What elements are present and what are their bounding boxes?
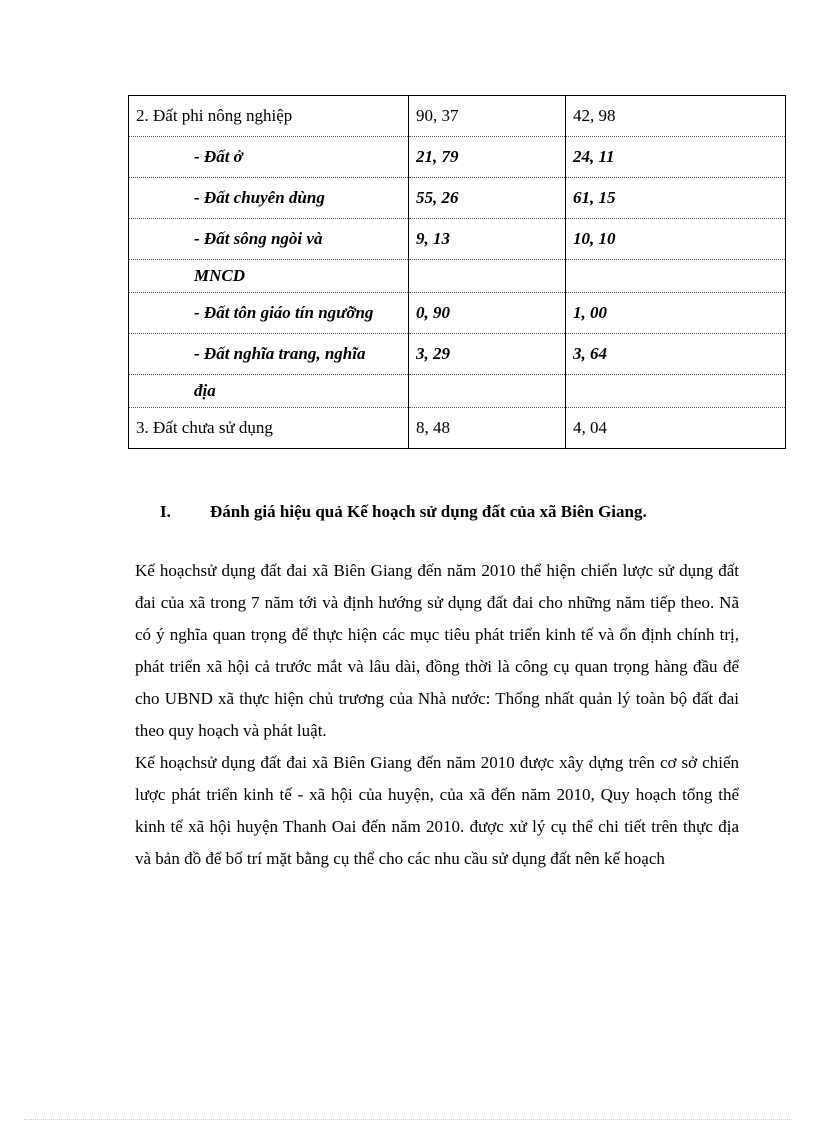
value-cell bbox=[409, 375, 566, 408]
table-row bbox=[129, 219, 786, 260]
row-label: - Đất tôn giáo tín ngưỡng bbox=[129, 293, 409, 334]
value-cell: 3, 64 bbox=[566, 334, 786, 375]
value-cell: 1, 00 bbox=[566, 293, 786, 334]
section-heading bbox=[160, 502, 647, 522]
row-label: MNCD bbox=[129, 260, 409, 293]
value-cell bbox=[566, 375, 786, 408]
land-use-table bbox=[128, 95, 786, 449]
body-text bbox=[135, 555, 739, 875]
value-cell: 21, 79 bbox=[409, 137, 566, 178]
paragraph: Kế hoạchsử dụng đất đai xã Biên Giang đến năm 2010 được xây dựng trên cơ sở chiến lược phát triển kinh tế - xã hội của huyện, của xã đến năm 2010, Quy hoạch tổng thể kinh tế xã hội huyện Thanh Oai đến năm 2010. được xử lý cụ thể chi tiết trên thực địa và bản đồ để bố trí mặt bằng cụ thể cho các nhu cầu sử dụng đất nên kế hoạch bbox=[135, 753, 739, 868]
value-cell: 42, 98 bbox=[566, 96, 786, 137]
table-row bbox=[129, 375, 786, 408]
table-row bbox=[129, 178, 786, 219]
table-row bbox=[129, 137, 786, 178]
value-cell: 90, 37 bbox=[409, 96, 566, 137]
section-title: Đánh giá hiệu quả Kế hoạch sử dụng đất của xã Biên Giang. bbox=[210, 502, 647, 521]
paragraph: Kế hoạchsử dụng đất đai xã Biên Giang đến năm 2010 thể hiện chiến lược sử dụng đất đai của xã trong 7 năm tới và định hướng sử dụng đất đai cho những năm tiếp theo. Nã có ý nghĩa quan trọng để thực hiện các mục tiêu phát triển kinh tế và ổn định chính trị, phát triển xã hội cả trước mắt và lâu dài, đồng thời là công cụ quan trọng hàng đầu để cho UBND xã thực hiện chủ trương của Nhà nước: Thống nhất quản lý toàn bộ đất đai theo quy hoạch và phát luật. bbox=[135, 561, 739, 740]
table-row bbox=[129, 96, 786, 137]
value-cell bbox=[566, 260, 786, 293]
value-cell: 61, 15 bbox=[566, 178, 786, 219]
table-row bbox=[129, 334, 786, 375]
page-bottom-rule bbox=[24, 1119, 792, 1120]
value-cell: 4, 04 bbox=[566, 408, 786, 449]
row-label: - Đất chuyên dùng bbox=[129, 178, 409, 219]
row-label: địa bbox=[129, 375, 409, 408]
row-label: - Đất sông ngòi và bbox=[129, 219, 409, 260]
value-cell: 3, 29 bbox=[409, 334, 566, 375]
value-cell bbox=[409, 260, 566, 293]
row-label: 2. Đất phi nông nghiệp bbox=[129, 96, 409, 137]
row-label: - Đất ở bbox=[129, 137, 409, 178]
value-cell: 10, 10 bbox=[566, 219, 786, 260]
value-cell: 8, 48 bbox=[409, 408, 566, 449]
row-label: 3. Đất chưa sử dụng bbox=[129, 408, 409, 449]
value-cell: 0, 90 bbox=[409, 293, 566, 334]
section-number: I. bbox=[160, 502, 171, 521]
table-row bbox=[129, 293, 786, 334]
row-label: - Đất nghĩa trang, nghĩa bbox=[129, 334, 409, 375]
value-cell: 55, 26 bbox=[409, 178, 566, 219]
table-row bbox=[129, 260, 786, 293]
value-cell: 24, 11 bbox=[566, 137, 786, 178]
value-cell: 9, 13 bbox=[409, 219, 566, 260]
table-row bbox=[129, 408, 786, 449]
